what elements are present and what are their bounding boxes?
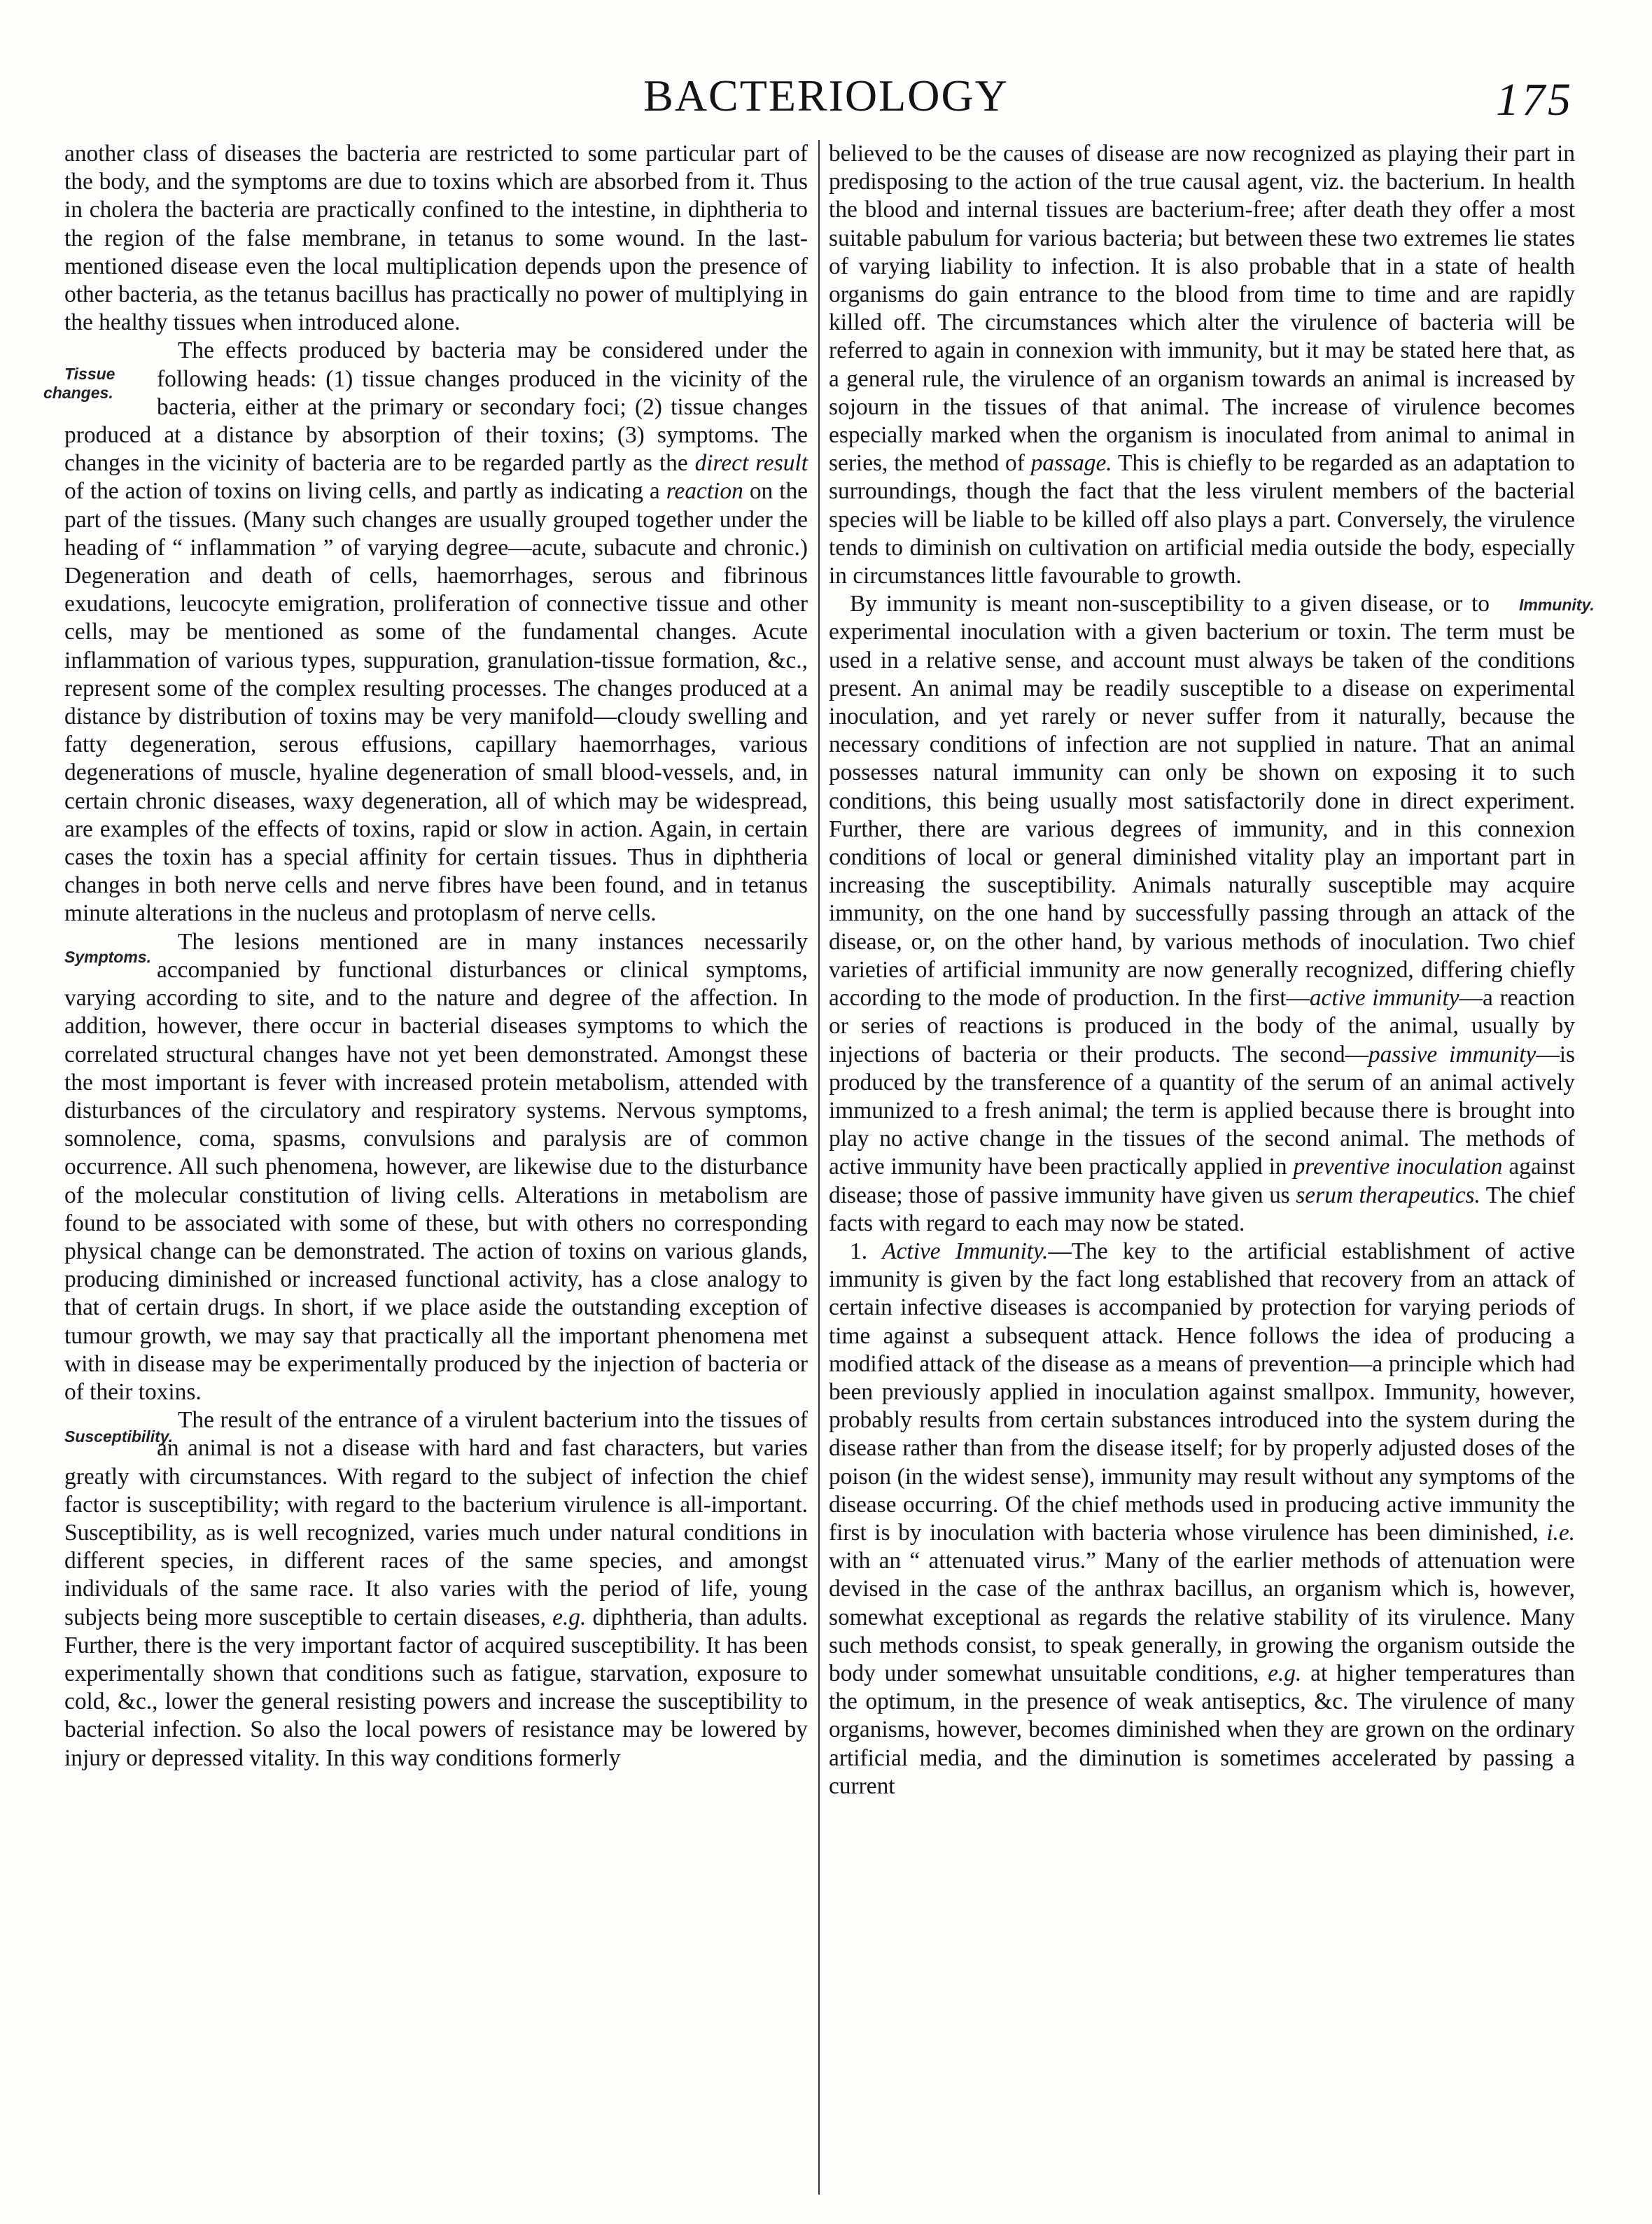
sidenote-immunity: Immunity.	[1519, 596, 1595, 615]
page-number: 175	[1496, 74, 1574, 125]
paragraph-text: By immunity is meant non-susceptibility to a given disease, or to experimental inoculation with a given bacterium or toxin. The term must be used in a relative sense, and account must always be taken of the conditions present. An animal may be readily susceptible to a disease on experimental inoculation, and yet rarely or never suffer from it naturally, because the necessary conditions of infection are not supplied in nature. That an animal possesses natural immunity can only be shown on exposing it to such conditions, this being usually most satisfactorily done in direct experiment. Further, there are various degrees of immunity, and in this connexion conditions of local or general diminished vitality play an important part in increasing the susceptibility. Animals naturally susceptible may acquire immunity, on the one hand by successfully passing through an attack of the disease, or, on the other hand, by various methods of inoculation. Two chief varieties of artificial immunity are now generally recognized, differing chiefly according to the mode of production. In the first—	[829, 591, 1575, 1012]
column-rule	[818, 140, 820, 2195]
italic-term: passive immunity	[1368, 1041, 1536, 1068]
italic-term: i.e.	[1546, 1519, 1575, 1546]
paragraph-effects	[43, 337, 808, 928]
italic-term: serum therapeutics.	[1296, 1182, 1480, 1208]
paragraph-text: against disease; those of passive immunity have given us	[829, 1154, 1575, 1208]
italic-term: preventive inoculation	[1293, 1154, 1503, 1180]
paragraph-text: The effects produced by bacteria may be considered under the following heads: (1) tissue changes produced in the vicinity of the bacteria, either at the primary or secondary foci; (2) tissue changes produced at a distance by absorption of their toxins; (3) symptoms. The changes in the vicinity of bacteria are to be regarded partly as the	[64, 337, 808, 477]
italic-term: reaction	[666, 478, 743, 505]
paragraph-text: with an “ attenuated virus.” Many of the earlier methods of attenuation were devised in the case of the anthrax bacillus, an organism which is, however, somewhat exceptional as regards the relative stability of its virulence. Many such methods consist, to speak generally, in growing the organism outside the body under somewhat unsuitable conditions,	[829, 1548, 1575, 1686]
paragraph-text: This is chiefly to be regarded as an adaptation to surroundings, though the fact that the less virulent members of the bacterial species will be liable to be killed off also plays a part. Conversely, the virulence tends to diminish on cultivation on artificial media outside the body, especially in circumstances little favourable to growth.	[829, 450, 1575, 589]
left-column	[43, 140, 808, 2198]
paragraph-text: another class of diseases the bacteria are restricted to some particular part of the body, and the symptoms are due to toxins which are absorbed from it. Thus in cholera the bacteria are practically confined to the intestine, in diphtheria to the region of the false membrane, in tetanus to some wound. In the last-mentioned disease even the local multiplication depends upon the presence of other bacteria, as the tetanus bacillus has practically no power of multiplying in the healthy tissues when introduced alone.	[64, 141, 808, 336]
page-header	[0, 64, 1652, 127]
paragraph-symptoms	[64, 928, 808, 1406]
paragraph-text: The chief facts with regard to each may now be stated.	[829, 1182, 1575, 1236]
italic-term: direct result	[694, 450, 808, 477]
right-column	[829, 140, 1595, 2198]
paragraph-text: of the action of toxins on living cells, and partly as indicating a	[64, 478, 666, 505]
italic-term: e.g.	[1268, 1660, 1302, 1686]
italic-term: e.g.	[552, 1604, 587, 1630]
running-head: BACTERIOLOGY	[643, 71, 1009, 120]
paragraph-text: believed to be the causes of disease are now recognized as playing their part in predisposing to the action of the true causal agent, viz. the bacterium. In health the blood and internal tissues are bacterium-free; after death they offer a most suitable pabulum for various bacteria; but between these two extremes lie states of varying liability to infection. It is also probable that in a state of health organisms do gain entrance to the blood from time to time and are rapidly killed off. The circumstances which alter the virulence of bacteria will be referred to again in connexion with immunity, but it may be stated here that, as a general rule, the virulence of an organism towards an animal is increased by sojourn in the tissues of that animal. The increase of virulence becomes especially marked when the organism is inoculated from animal to animal in series, the method of	[829, 141, 1575, 477]
section-number: 1.	[850, 1238, 883, 1264]
paragraph-susceptibility	[64, 1406, 808, 1772]
paragraph-text: —is produced by the transference of a quantity of the serum of an animal actively immunized to a fresh animal; the term is applied because there is brought into play no active change in the tissues of the second animal. The methods of active immunity have been practically applied in	[829, 1041, 1575, 1180]
italic-heading: Active Immunity.	[882, 1238, 1049, 1264]
paragraph-text: —The key to the artificial establishment of active immunity is given by the fact long established that recovery from an attack of certain infective diseases is accompanied by protection for varying periods of time against a subsequent attack. Hence follows the idea of producing a modified attack of the disease as a means of prevention—a principle which had been previously applied in inoculation against smallpox. Immunity, however, probably results from certain substances introduced into the system during the disease rather than from the disease itself; for by properly adjusted doses of the poison (in the widest sense), immunity may result without any symptoms of the disease occurring. Of the chief methods used in producing active immunity the first is by inoculation with bacteria whose virulence has been diminished,	[829, 1238, 1575, 1546]
paragraph-disease-localisation	[64, 140, 808, 337]
paragraph-text: at higher temperatures than the optimum, in the presence of weak antiseptics, &c. The virulence of many organisms, however, becomes diminished when they are grown on the ordinary artificial media, and the diminution is sometimes accelerated by passing a current	[829, 1660, 1575, 1799]
paragraph-text: on the part of the tissues. (Many such changes are usually grouped together under the heading of “ inflammation ” of varying degree—acute, subacute and chronic.) Degeneration and death of cells, haemorrhages, serous and fibrinous exudations, leucocyte emigration, proliferation of connective tissue and other cells, may be mentioned as some of the fundamental changes. Acute inflammation of various types, suppuration, granulation-tissue formation, &c., represent some of the complex resulting processes. The changes produced at a distance by distribution of toxins may be very manifold—cloudy swelling and fatty degeneration, serous effusions, capillary haemorrhages, various degenerations of muscle, hyaline degeneration of small blood-vessels, and, in certain chronic diseases, waxy degeneration, all of which may be widespread, are examples of the effects of toxins, rapid or slow in action. Again, in certain cases the toxin has a special affinity for certain tissues. Thus in diphtheria changes in both nerve cells and nerve fibres have been found, and in tetanus minute alterations in the nucleus and protoplasm of nerve cells.	[64, 478, 808, 927]
sidenote-symptoms: Symptoms.	[64, 947, 151, 966]
italic-term: passage.	[1030, 450, 1112, 477]
sidenote-tissue-changes: Tissue changes.	[43, 365, 115, 403]
paragraph-virulence	[829, 140, 1575, 590]
paragraph-text: The lesions mentioned are in many instances necessarily accompanied by functional disturbances or clinical symptoms, varying according to site, and to the nature and degree of the affection. In addition, however, there occur in bacterial diseases symptoms to which the correlated structural changes have not yet been demonstrated. Amongst these the most important is fever with increased protein metabolism, attended with disturbances of the circulatory and respiratory systems. Nervous symptoms, somnolence, coma, spasms, convulsions and paralysis are of common occurrence. All such phenomena, however, are likewise due to the disturbance of the molecular constitution of living cells. Alterations in metabolism are found to be associated with some of these, but with others no corresponding physical change can be demonstrated. The action of toxins on various glands, producing diminished or increased functional activity, has a close analogy to that of certain drugs. In short, if we place aside the outstanding exception of tumour growth, we may say that practically all the important phenomena met with in disease may be experimentally produced by the injection of bacteria or of their toxins.	[64, 928, 808, 1405]
sidenote-susceptibility: Susceptibility.	[64, 1427, 174, 1446]
italic-term: active immunity	[1309, 985, 1460, 1012]
paragraph-text: The result of the entrance of a virulent bacterium into the tissues of an animal is not a disease with hard and fast characters, but varies greatly with circumstances. With regard to the subject of infection the chief factor is susceptibility; with regard to the bacterium virulence is all-important. Susceptibility, as is well recognized, varies much under natural conditions in different species, in different races of the same species, and amongst individuals of the same race. It also varies with the period of life, young subjects being more susceptible to certain diseases,	[64, 1407, 808, 1630]
paragraph-active-immunity	[829, 1238, 1575, 1800]
paragraph-text: diphtheria, than adults. Further, there is the very important factor of acquired susceptibility. It has been experimentally shown that conditions such as fatigue, starvation, exposure to cold, &c., lower the general resisting powers and increase the susceptibility to bacterial infection. So also the local powers of resistance may be lowered by injury or depressed vitality. In this way conditions formerly	[64, 1604, 808, 1771]
paragraph-immunity	[829, 590, 1595, 1238]
paragraph-text: —a reaction or series of reactions is produced in the body of the animal, usually by injections of bacteria or their products. The second—	[829, 985, 1575, 1068]
